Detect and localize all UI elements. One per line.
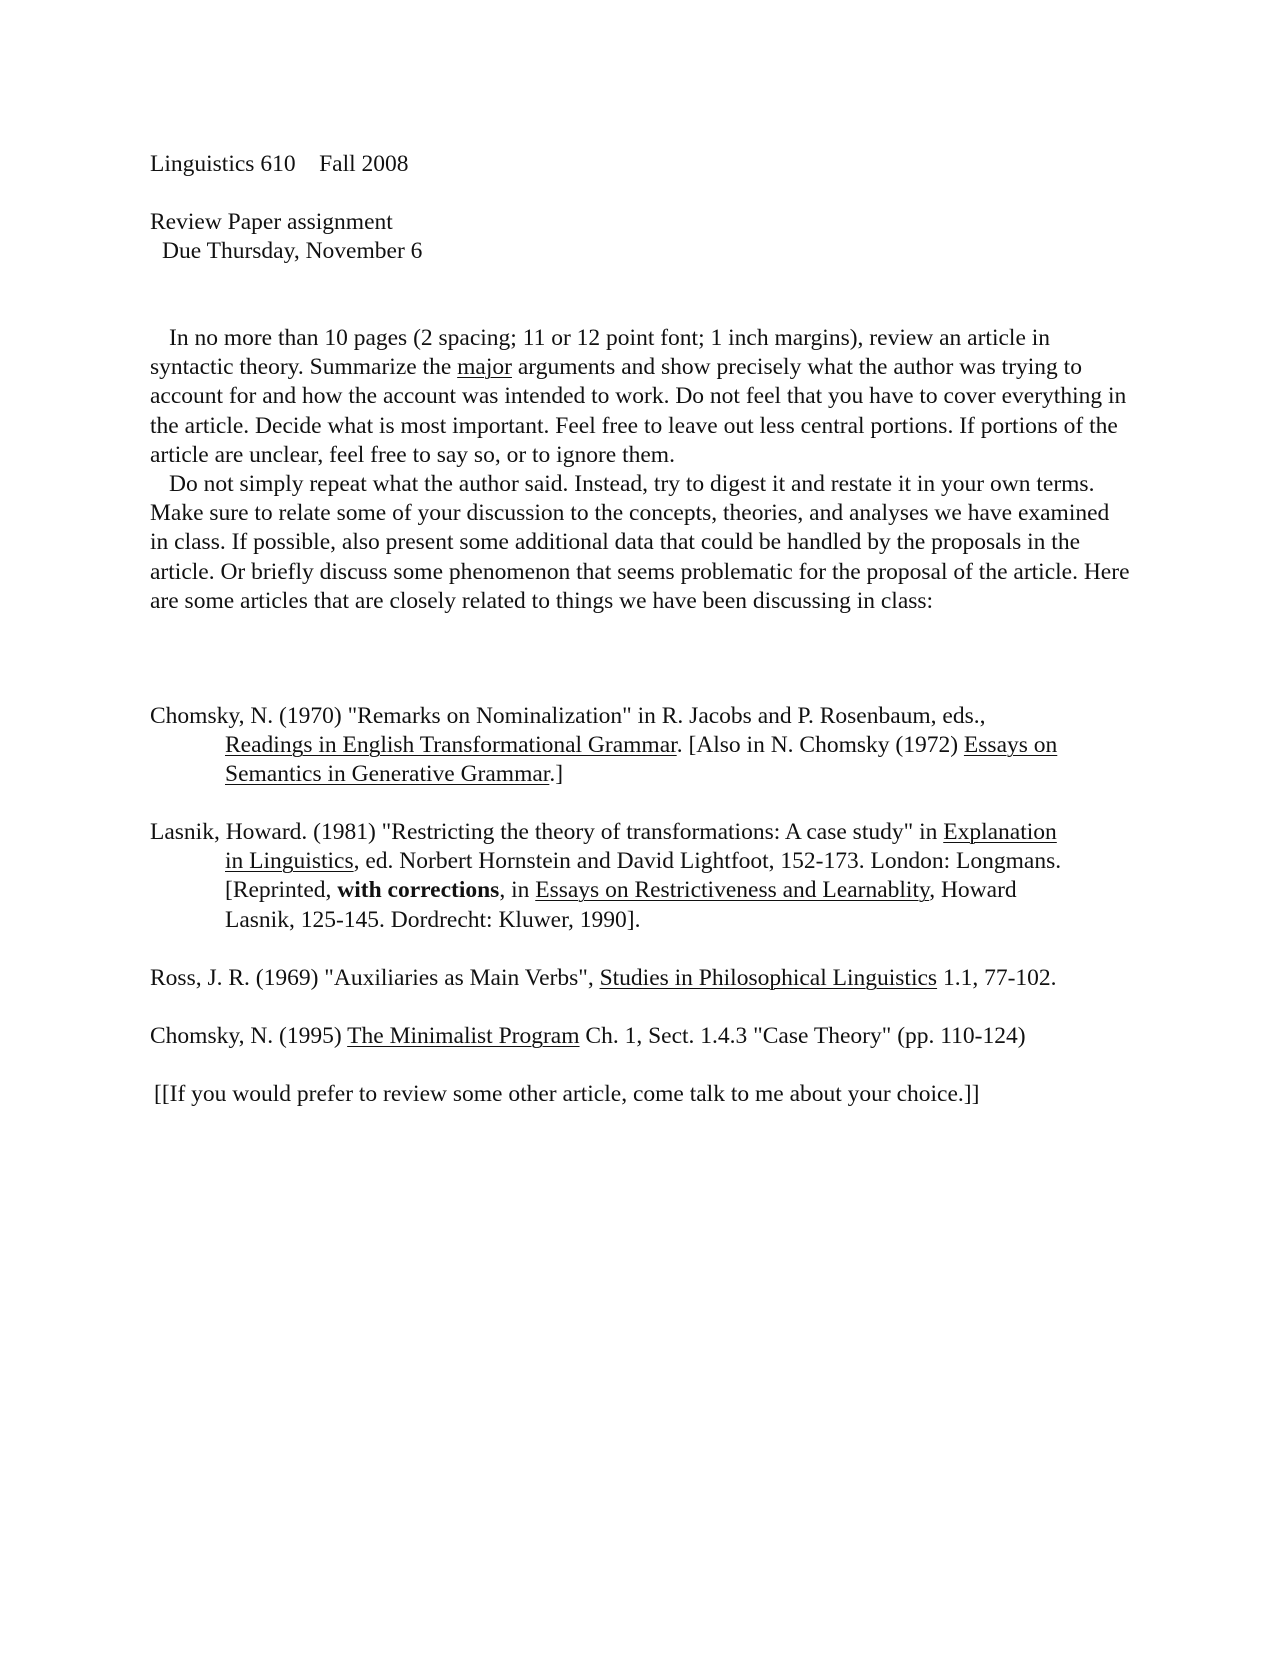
course-term: Fall 2008 [319,151,409,177]
instructions-paragraph-1: In no more than 10 pages (2 spacing; 11 or 12 point font; 1 inch margins), review an article in syntactic theory. Summarize the major arguments and show precisely what the author was trying to account for and how the account was intended to work. Do not feel that you have to cover everything in the article. Decide what is most important. Feel free to leave out less central portions. If portions of the article are unclear, feel free to say so, or to ignore them. [150,325,1127,468]
course-name: Linguistics 610 [150,151,296,177]
instructions [150,324,1130,616]
instructions-paragraph-2: Do not simply repeat what the author said. Instead, try to digest it and restate it in your own terms. Make sure to relate some of your discussion to the concepts, theories, and analyses we have examined in class. If possible, also present some additional data that could be handled by the proposals in the article. Or briefly discuss some phenomenon that seems problematic for the proposal of the article. Here are some articles that are closely related to things we have been discussing in class: [150,471,1130,614]
book-title: Explanation [943,819,1057,845]
assignment-title: Review Paper assignment [150,209,393,235]
course-header [150,150,409,179]
footer-note: [[If you would prefer to review some other article, come talk to me about your choice.]] [154,1081,980,1107]
journal-title: Studies in Philosophical Linguistics [599,965,938,991]
book-title: in Linguistics [225,848,354,875]
due-date: Due Thursday, November 6 [162,238,423,264]
book-title: Readings in English Transformational Grammar [225,732,677,759]
reference-ross-1969: Ross, J. R. (1969) "Auxiliaries as Main Verbs", Studies in Philosophical Linguistics 1.1, 77-102. [150,965,1057,991]
bold-note: with corrections [337,877,500,904]
book-title: Semantics in Generative Grammar [225,761,550,788]
reference-chomsky-1995: Chomsky, N. (1995) The Minimalist Program Ch. 1, Sect. 1.4.3 "Case Theory" (pp. 110-124) [150,1023,1026,1049]
book-title: Essays on Restrictiveness and Learnablity [535,877,930,904]
reference-lasnik-1981: Lasnik, Howard. (1981) "Restricting the theory of transformations: A case study" in Explanation in Linguistics, ed. Norbert Hornstein and David Lightfoot, 152-173. London: Longmans. [Reprinted, with corrections, in Essays on Restrictiveness and Learnablity, Howard Lasnik, 125-145. Dordrecht: Kluwer, 1990]. [150,819,1062,933]
reference-chomsky-1970: Chomsky, N. (1970) "Remarks on Nominalization" in R. Jacobs and P. Rosenbaum, eds., Readings in English Transformational Grammar. [Also in N. Chomsky (1972) Essays on Semantics in Generative Grammar.] [150,703,1058,788]
book-title: The Minimalist Program [347,1023,580,1049]
book-title: Essays on [963,732,1058,759]
emphasis-major: major [457,354,512,381]
